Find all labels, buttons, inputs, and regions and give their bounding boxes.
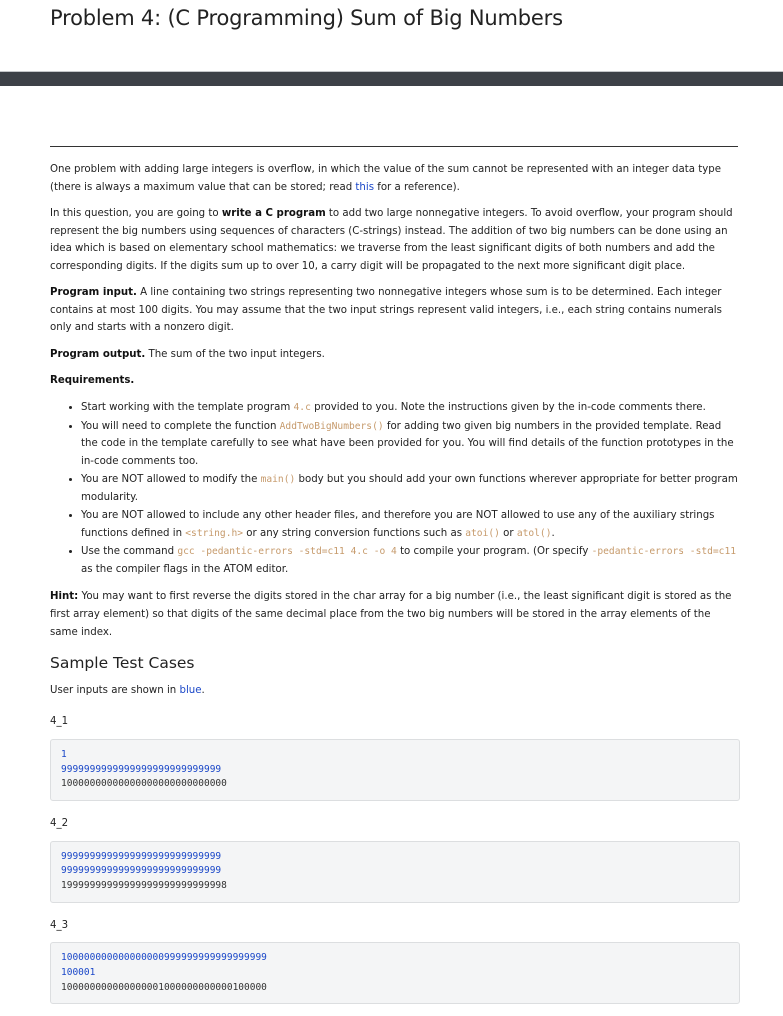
- case-label: 4_2: [50, 818, 69, 830]
- divider: [50, 146, 738, 147]
- sample-heading: Sample Test Cases: [50, 654, 195, 673]
- case-output: 19999999999999999999999999998: [61, 880, 227, 892]
- hint-paragraph: Hint: You may want to first reverse the digits stored in the char array for a big number (i.e., the least significant digit is stored as the first array element) so that digits of the same decimal place from the two big numbers will be stored in the array elements of the same index.: [50, 591, 732, 638]
- test-case-box: [50, 739, 740, 801]
- case-input: 1: [61, 748, 67, 760]
- case-input: 100001: [61, 967, 96, 979]
- test-case-box: [50, 942, 740, 1004]
- requirement-item: • Use the command gcc -pedantic-errors -std=c11 4.c -o 4 to compile your program. (Or specify -pedantic-errors -std=c11 as the compiler flags in the ATOM editor.: [81, 543, 740, 578]
- case-output: 100000000000000001000000000000100000: [61, 981, 267, 993]
- task-paragraph: In this question, you are going to write a C program to add two large nonnegative integers. To avoid overflow, your program should represent the big numbers using sequences of characters (C-strings) instead. The addition of two big numbers can be done using an idea which is based on elementary school mathematics: we traverse from the least significant digits of both numbers and add the corresponding digits. If the digits sum up to over 10, a carry digit will be propagated to the next more significant digit place.: [50, 208, 733, 272]
- requirement-item: • Start working with the template program 4.c provided to you. Note the instructions given by the in-code comments there.: [81, 399, 740, 417]
- input-paragraph: Program input. A line containing two strings representing two nonnegative integers whose sum is to be determined. Each integer contains at most 100 digits. You may assume that the two input strings represent valid integers, i.e., each string contains numerals only and starts with a nonzero digit.: [50, 287, 722, 334]
- problem-content: [50, 161, 740, 1016]
- page-title: Problem 4: (C Programming) Sum of Big Numbers: [50, 6, 563, 30]
- header-bar: [0, 71, 783, 86]
- output-paragraph: Program output. The sum of the two input integers.: [50, 348, 325, 360]
- requirement-item: • You will need to complete the function AddTwoBigNumbers() for adding two given big numbers in the provided template. Read the code in the template carefully to see what have been provided for you. You will find details of the function prototypes in the in-code comments too.: [81, 418, 740, 471]
- intro-paragraph: One problem with adding large integers is overflow, in which the value of the sum cannot be represented with an integer data type (there is always a maximum value that can be stored; read this for a reference).: [50, 164, 721, 193]
- case-input: 9999999999999999999999999999: [61, 763, 222, 775]
- case-label: 4_1: [50, 716, 69, 728]
- reference-link[interactable]: this: [355, 181, 374, 193]
- case-input: 9999999999999999999999999999: [61, 865, 222, 877]
- requirement-item: • You are NOT allowed to include any other header files, and therefore you are NOT allowed to use any of the auxiliary strings functions defined in <string.h> or any string conversion functions such as atoi() or atol().: [81, 507, 740, 542]
- case-output: 10000000000000000000000000000: [61, 778, 227, 790]
- test-case-box: [50, 841, 740, 903]
- case-label: 4_3: [50, 919, 69, 931]
- user-inputs-note: User inputs are shown in blue.: [50, 684, 205, 696]
- case-input: 100000000000000000999999999999999999: [61, 952, 267, 964]
- requirements-list: [50, 399, 740, 578]
- case-input: 9999999999999999999999999999: [61, 850, 222, 862]
- requirements-heading: Requirements.: [50, 375, 135, 387]
- requirement-item: • You are NOT allowed to modify the main() body but you should add your own functions wherever appropriate for better program modularity.: [81, 471, 740, 506]
